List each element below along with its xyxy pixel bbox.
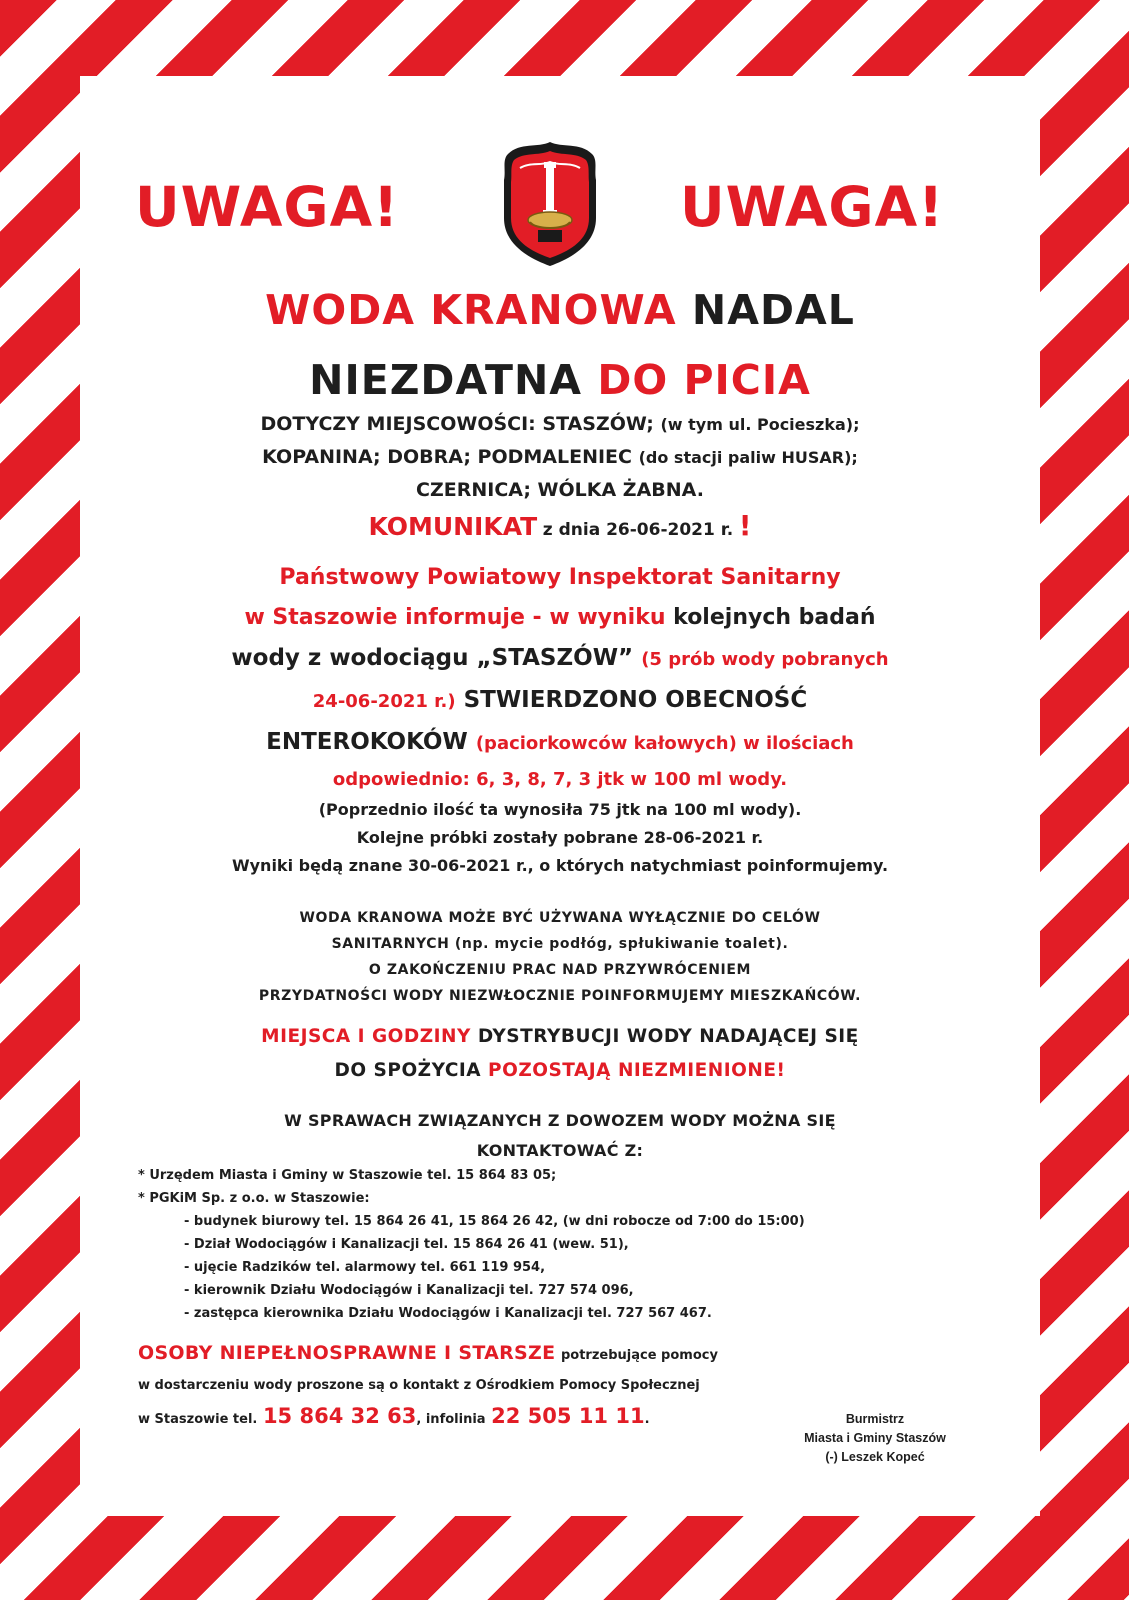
body-red-text: w Staszowie informuje - w wyniku [244, 605, 666, 630]
sanitary-use-notice [120, 905, 1000, 1009]
disabled-text: w Staszowie tel. [138, 1412, 258, 1427]
contact-subitem: - ujęcie Radzików tel. alarmowy tel. 661 119 954, [184, 1260, 546, 1275]
places-red-text: POZOSTAJĄ NIEZMIENIONE! [488, 1060, 786, 1081]
headline-line-2 [120, 356, 1000, 404]
distribution-places-notice [120, 1020, 1000, 1088]
disabled-text: . [644, 1412, 650, 1427]
body-line: odpowiednio: 6, 3, 8, 7, 3 jtk w 100 ml wody. [332, 769, 788, 790]
body-line [120, 680, 1000, 722]
body-line: Państwowy Powiatowy Inspektorat Sanitarny [279, 565, 841, 590]
contact-subitem: - Dział Wodociągów i Kanalizacji tel. 15 864 26 41 (wew. 51), [184, 1237, 629, 1252]
body-line [120, 722, 1000, 764]
body-line [120, 638, 1000, 680]
headline-dark-text: NADAL [691, 286, 855, 334]
sanitary-line: WODA KRANOWA MOŻE BYĆ UŻYWANA WYŁĄCZNIE DO CELÓW [299, 910, 821, 926]
contact-heading-line: KONTAKTOWAĆ Z: [476, 1141, 644, 1160]
locations-text: CZERNICA; WÓLKA ŻABNA. [416, 479, 704, 501]
signature-office: Miasta i Gminy Staszów [804, 1431, 946, 1445]
headline-red-text: DO PICIA [597, 356, 811, 404]
signature-title: Burmistrz [845, 1412, 905, 1426]
contact-heading [120, 1106, 1000, 1166]
announcement-date: z dnia 26-06-2021 r. [542, 520, 734, 540]
body-red-text: 24-06-2021 r.) [312, 691, 456, 712]
locations-note: (w tym ul. Pocieszka); [660, 415, 860, 434]
sanitary-line: PRZYDATNOŚCI WODY NIEZWŁOCZNIE POINFORMUJEMY MIESZKAŃCÓW. [258, 988, 862, 1004]
locations-text: KOPANINA; DOBRA; PODMALENIEC [262, 446, 632, 468]
affected-locations [120, 408, 1000, 507]
announcement-label: KOMUNIKAT [368, 512, 538, 541]
uwaga-left-heading: UWAGA! [135, 175, 400, 239]
contact-subitem: - zastępca kierownika Działu Wodociągów i Kanalizacji tel. 727 567 467. [184, 1306, 712, 1321]
contact-item-pgkim: * PGKiM Sp. z o.o. w Staszowie: [138, 1191, 370, 1206]
disabled-line: w dostarczeniu wody proszone są o kontakt z Ośrodkiem Pomocy Społecznej [138, 1378, 700, 1393]
body-red-text: (paciorkowców kałowych) w ilościach [475, 733, 854, 754]
places-red-text: MIEJSCA I GODZINY [261, 1026, 471, 1047]
headline-line-1 [120, 286, 1000, 334]
signature-name: (-) Leszek Kopeć [825, 1450, 925, 1464]
disabled-text: , infolinia [416, 1412, 486, 1427]
body-line [120, 598, 1000, 638]
body-dark-text: kolejnych badań [673, 605, 876, 630]
announcement-heading [120, 509, 1000, 542]
signature-block [760, 1410, 990, 1467]
body-red-text: (5 prób wody pobranych [641, 649, 889, 670]
headline-dark-text: NIEZDATNA [309, 356, 583, 404]
disabled-heading: OSOBY NIEPEŁNOSPRAWNE I STARSZE [138, 1342, 556, 1364]
disabled-text: potrzebujące pomocy [560, 1348, 718, 1363]
places-dark-text: DO SPOŻYCIA [334, 1060, 482, 1081]
phone-number-hotline: 22 505 11 11 [491, 1404, 645, 1428]
announcement-exclamation: ! [738, 509, 752, 542]
announcement-body [120, 558, 1000, 880]
contact-list [138, 1164, 998, 1325]
locations-note: (do stacji paliw HUSAR); [638, 448, 858, 467]
coat-of-arms-staszow-icon [500, 140, 600, 268]
body-line: Kolejne próbki zostały pobrane 28-06-2021 r. [356, 828, 764, 847]
phone-number-ops: 15 864 32 63 [262, 1404, 417, 1428]
disabled-line [138, 1338, 898, 1371]
body-dark-text: wody z wodociągu „STASZÓW” [231, 645, 634, 671]
body-dark-text: ENTEROKOKÓW [266, 729, 468, 755]
contact-heading-line: W SPRAWACH ZWIĄZANYCH Z DOWOZEM WODY MOŻNA SIĘ [284, 1111, 836, 1130]
body-line: Wyniki będą znane 30-06-2021 r., o których natychmiast poinformujemy. [231, 856, 889, 875]
body-line: (Poprzednio ilość ta wynosiła 75 jtk na 100 ml wody). [318, 800, 802, 819]
contact-item-office: * Urzędem Miasta i Gminy w Staszowie tel. 15 864 83 05; [138, 1168, 557, 1183]
body-dark-text: STWIERDZONO OBECNOŚĆ [463, 687, 808, 713]
sanitary-line: SANITARNYCH (np. mycie podłóg, spłukiwanie toalet). [331, 936, 789, 952]
locations-text: DOTYCZY MIEJSCOWOŚCI: STASZÓW; [260, 413, 654, 435]
headline-red-text: WODA KRANOWA [265, 286, 677, 334]
notice-content [120, 140, 1000, 1480]
uwaga-right-heading: UWAGA! [680, 175, 945, 239]
places-dark-text: DYSTRYBUCJI WODY NADAJĄCEJ SIĘ [477, 1026, 859, 1047]
contact-subitem: - budynek biurowy tel. 15 864 26 41, 15 864 26 42, (w dni robocze od 7:00 do 15:00) [184, 1214, 805, 1229]
contact-subitem: - kierownik Działu Wodociągów i Kanalizacji tel. 727 574 096, [184, 1283, 634, 1298]
sanitary-line: O ZAKOŃCZENIU PRAC NAD PRZYWRÓCENIEM [368, 962, 752, 978]
